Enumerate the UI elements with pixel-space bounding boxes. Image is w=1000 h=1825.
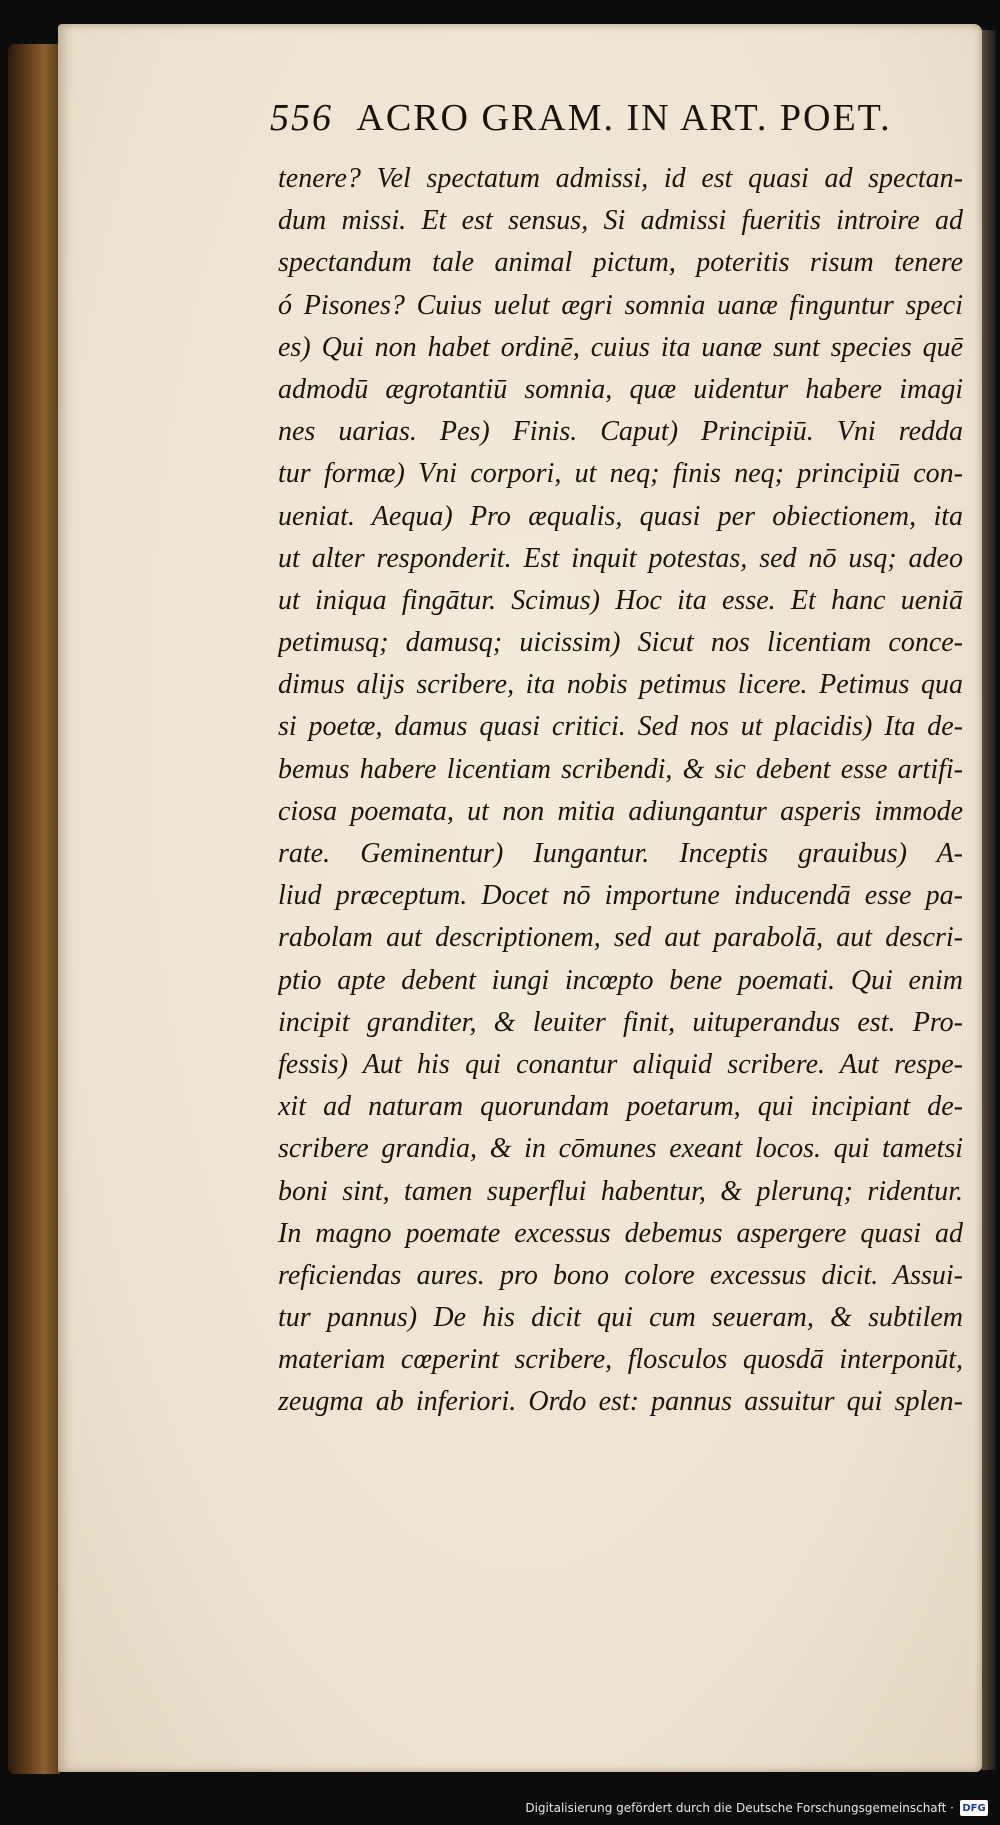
running-header [270,96,960,140]
text-line: fessis) Aut his qui conantur aliquid scribere. Aut respe- [278,1048,963,1080]
text-line: tenere? Vel spectatum admissi, id est quasi ad spectan- [278,163,963,194]
text-line: es) Qui non habet ordinē, cuius ita uanæ sunt species quē [278,331,963,363]
page-edge-shadow [982,30,996,1770]
book-spine [8,44,60,1774]
dfg-logo-icon: DFG [960,1800,988,1816]
text-line: materiam cœperint scribere, flosculos quosdā interponūt, [278,1344,963,1376]
text-line: scribere grandia, & in cōmunes exeant locos. qui tametsi [278,1133,963,1165]
running-title: ACRO GRAM. IN ART. POET. [356,97,892,139]
text-line: tur formæ) Vni corpori, ut neq; finis neq; principiū con- [278,458,963,490]
text-line: petimusq; damusq; uicissim) Sicut nos licentiam conce- [278,627,963,659]
text-line: spectandum tale animal pictum, poteritis risum tenere [278,247,963,279]
text-line: tur pannus) De his dicit qui cum seueram, & subtilem [278,1302,963,1334]
text-line: ó Pisones? Cuius uelut ægri somnia uanæ finguntur speci [278,289,963,321]
text-line: si poetæ, damus quasi critici. Sed nos ut placidis) Ita de- [278,711,963,743]
text-line: rate. Geminentur) Iungantur. Inceptis grauibus) A- [278,838,963,869]
text-line: ptio apte debent iungi incœpto bene poemati. Qui enim [278,964,963,996]
text-line: liud præceptum. Docet nō importune inducendā esse pa- [278,880,963,912]
text-line: admodū ægrotantiū somnia, quæ uidentur habere imagi [278,373,963,405]
body-text [278,158,963,1424]
text-line: bemus habere licentiam scribendi, & sic debent esse artifi- [278,753,963,785]
text-line: xit ad naturam quorundam poetarum, qui incipiant de- [278,1091,963,1123]
digitization-credit [525,1797,988,1819]
text-line: In magno poemate excessus debemus aspergere quasi ad [278,1217,963,1249]
page-number: 556 [270,97,333,139]
text-line: reficiendas aures. pro bono colore excessus dicit. Assui- [278,1259,963,1291]
text-line: dum missi. Et est sensus, Si admissi fueritis introire ad [278,205,963,237]
text-line: dimus alijs scribere, ita nobis petimus licere. Petimus qua [278,669,963,701]
text-line: nes uarias. Pes) Finis. Caput) Principiū. Vni redda [278,416,963,448]
credit-text: Digitalisierung gefördert durch die Deutsche Forschungsgemeinschaft · [525,1801,954,1815]
text-line: ueniat. Aequa) Pro æqualis, quasi per obiectionem, ita [278,500,963,532]
text-line: incipit granditer, & leuiter finit, uituperandus est. Pro- [278,1006,963,1038]
text-line: ut iniqua fingātur. Scimus) Hoc ita esse. Et hanc ueniā [278,584,963,616]
text-line: zeugma ab inferiori. Ordo est: pannus assuitur qui splen- [278,1386,963,1418]
text-line: ut alter responderit. Est inquit potestas, sed nō usq; adeo [278,542,963,574]
text-line: rabolam aut descriptionem, sed aut parabolā, aut descri- [278,922,963,954]
text-line: ciosa poemata, ut non mitia adiungantur asperis immode [278,795,963,827]
text-line: boni sint, tamen superflui habentur, & plerunq; ridentur. [278,1175,963,1207]
